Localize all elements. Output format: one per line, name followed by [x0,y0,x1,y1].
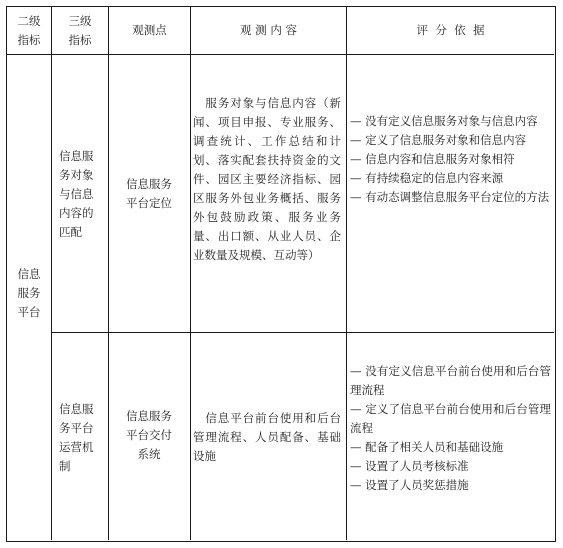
header-level3: 三级 指标 [68,13,92,47]
col-divider-4 [346,7,347,540]
col-divider-2 [108,7,109,540]
row2-criteria-item: — 配备了相关人员和基础设施 [350,440,504,454]
header-cell-level3 [52,7,108,54]
row2-criteria-item: — 定义了信息平台前台使用和后台管理流程 [350,402,551,435]
header-level2: 二级 指标 [17,13,41,47]
row1-criteria-item: — 没有定义信息服务对象与信息内容 [350,114,538,128]
level2-indicator: 信息 服务 平台 [17,267,41,319]
header-cell-point [109,7,190,54]
row1-criteria-item: — 有持续稳定的信息内容来源 [350,171,504,185]
header-cell-content [191,7,346,54]
row1-point: 信息服务 平台定位 [126,177,172,210]
row2-level3: 信息服 务平台 运营机 制 [59,402,94,473]
header-basis: 评 分 依 据 [416,23,485,37]
header-cell-basis [347,7,554,54]
row2-criteria-item: — 设置了人员奖惩措施 [350,478,469,492]
row2-content: 信息平台前台使用和后台管理流程、人员配备、基础设施 [193,411,341,463]
row1-criteria-item: — 信息内容和信息服务对象相符 [350,152,515,166]
row1-criteria [350,112,551,207]
row1-criteria-item: — 定义了信息服务对象和信息内容 [350,133,527,147]
row2-point: 信息服务 平台交付 系统 [126,409,172,461]
header-divider [7,54,554,55]
row1-criteria-item: — 有动态调整信息服务平台定位的方法 [350,190,550,204]
row1-content: 服务对象与信息内容（新闻、项目申报、专业服务、调查统计、工作总结和计划、落实配套扶持资金的文件、园区主要经济指标、园区服务外包业务概括、服务外包鼓励政策、服务业务量、出口额、从业人员、企业数量及规模、互动等） [193,96,341,262]
evaluation-table [6,6,556,542]
row-divider [51,332,554,333]
col-divider-1 [51,7,52,540]
row2-criteria-item: — 没有定义信息平台前台使用和后台管理流程 [350,364,551,397]
row2-criteria-item: — 设置了人员考核标准 [350,459,469,473]
row1-level3: 信息服 务对象 与信息 内容的 匹配 [59,149,94,239]
header-point: 观测点 [132,23,167,37]
col-divider-3 [190,7,191,540]
header-cell-level2 [7,7,51,54]
row2-criteria [350,362,551,495]
header-content: 观 测 内 容 [240,23,297,37]
